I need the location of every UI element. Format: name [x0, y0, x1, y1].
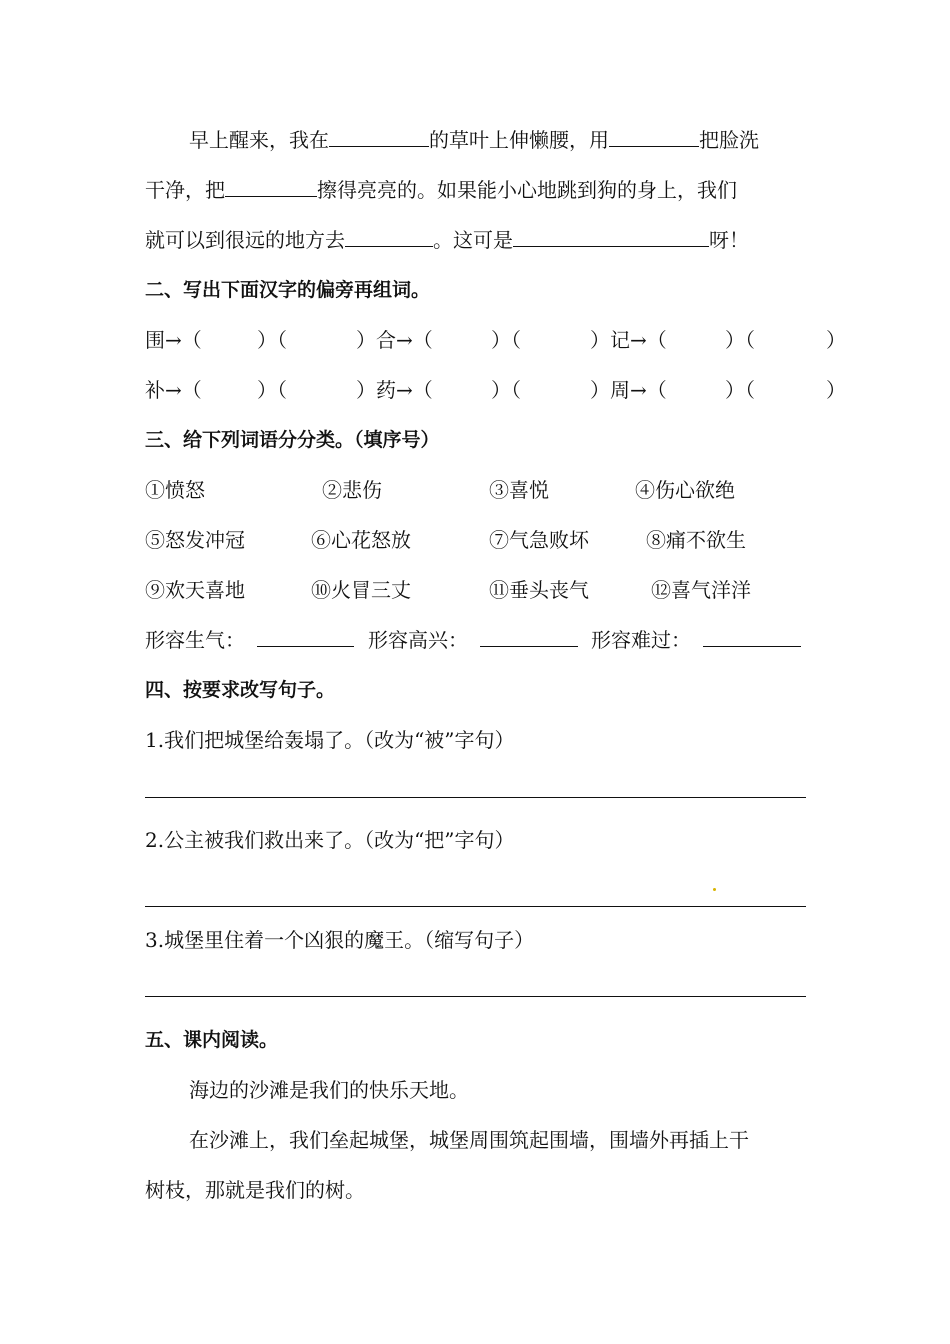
category-happy-blank[interactable]: [480, 626, 578, 647]
answer-line-1[interactable]: [145, 797, 806, 798]
word-item: ⑧痛不欲生: [646, 528, 746, 552]
radical-cell: 补→（: [145, 378, 202, 402]
radical-cell: ）（: [491, 378, 521, 402]
fill-blank[interactable]: [609, 126, 699, 147]
passage-line-3: [145, 226, 749, 254]
word-item: ⑫喜气洋洋: [651, 578, 751, 602]
reading-paragraph-2-line-1: 在沙滩上，我们垒起城堡，城堡周围筑起围墙，围墙外再插上干: [189, 1128, 749, 1152]
radical-cell: ）（: [491, 328, 521, 352]
word-item: ⑥心花怒放: [311, 528, 411, 552]
stray-dot: [713, 888, 716, 891]
passage-text: 干净，把: [145, 178, 225, 202]
rewrite-question-1: 1.我们把城堡给轰塌了。（改为“被”字句）: [145, 728, 515, 752]
section-4-title: 四、按要求改写句子。: [145, 679, 336, 701]
word-row-3: [0, 576, 950, 604]
radical-cell: ）记→（: [590, 328, 667, 352]
passage-text: 把脸洗: [699, 128, 759, 152]
passage-text: 呀！: [709, 228, 749, 252]
section-5-title: 五、课内阅读。: [145, 1029, 279, 1051]
radical-cell: ）周→（: [590, 378, 667, 402]
word-item: ①愤怒: [145, 478, 205, 502]
reading-paragraph-2-line-2: 树枝，那就是我们的树。: [145, 1178, 365, 1202]
passage-line-2: [145, 176, 737, 204]
section-3-title: 三、给下列词语分分类。（填序号）: [145, 429, 440, 451]
fill-blank[interactable]: [345, 226, 433, 247]
word-item: ②悲伤: [322, 478, 382, 502]
radical-cell: ）药→（: [356, 378, 433, 402]
category-row: [0, 626, 950, 654]
fill-blank[interactable]: [513, 226, 709, 247]
passage-text: 就可以到很远的地方去: [145, 228, 345, 252]
word-item: ⑦气急败坏: [489, 528, 589, 552]
passage-line-1: [189, 126, 759, 154]
radical-row-2: [0, 376, 950, 404]
fill-blank[interactable]: [225, 176, 317, 197]
passage-text: 擦得亮亮的。如果能小心地跳到狗的身上，我们: [317, 178, 737, 202]
word-item: ⑤怒发冲冠: [145, 528, 245, 552]
section-2-title: 二、写出下面汉字的偏旁再组词。: [145, 279, 431, 301]
passage-text: 的草叶上伸懒腰，用: [429, 128, 609, 152]
passage-text: 。这可是: [433, 228, 513, 252]
radical-cell: ）: [826, 378, 846, 402]
word-item: ④伤心欲绝: [635, 478, 735, 502]
radical-row-1: [0, 326, 950, 354]
radical-cell: ）合→（: [356, 328, 433, 352]
word-item: ⑪垂头丧气: [489, 578, 589, 602]
reading-paragraph-1: 海边的沙滩是我们的快乐天地。: [189, 1078, 469, 1102]
category-sad-label: 形容难过：: [591, 628, 691, 652]
word-item: ⑩火冒三丈: [311, 578, 411, 602]
category-sad-blank[interactable]: [703, 626, 801, 647]
word-item: ⑨欢天喜地: [145, 578, 245, 602]
rewrite-question-3: 3.城堡里住着一个凶狠的魔王。（缩写句子）: [145, 928, 535, 952]
answer-line-2[interactable]: [145, 906, 806, 907]
radical-cell: 围→（: [145, 328, 202, 352]
radical-cell: ）（: [257, 328, 287, 352]
radical-cell: ）（: [725, 328, 755, 352]
category-angry-blank[interactable]: [257, 626, 354, 647]
word-row-1: [0, 476, 950, 504]
category-angry-label: 形容生气：: [145, 628, 245, 652]
radical-cell: ）（: [257, 378, 287, 402]
word-row-2: [0, 526, 950, 554]
radical-cell: ）（: [725, 378, 755, 402]
answer-line-3[interactable]: [145, 996, 806, 997]
passage-text: 早上醒来，我在: [189, 128, 329, 152]
category-happy-label: 形容高兴：: [368, 628, 468, 652]
word-item: ③喜悦: [489, 478, 549, 502]
radical-cell: ）: [826, 328, 846, 352]
fill-blank[interactable]: [329, 126, 429, 147]
rewrite-question-2: 2.公主被我们救出来了。（改为“把”字句）: [145, 828, 515, 852]
